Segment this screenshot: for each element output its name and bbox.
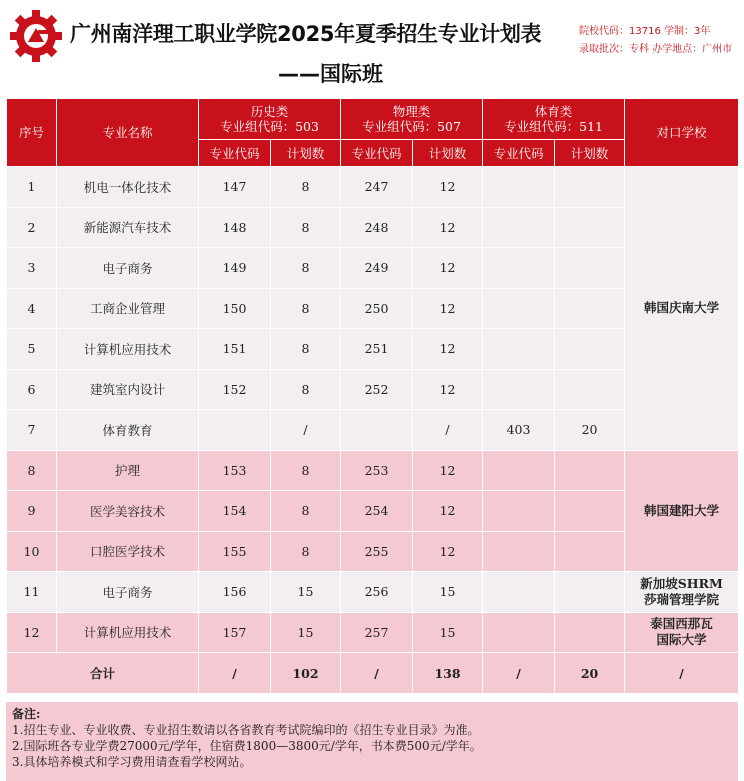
cell-plan: 12 [413, 531, 483, 572]
subheader-plan: 计划数 [271, 140, 341, 167]
cell-plan: 8 [271, 531, 341, 572]
total-code: / [483, 653, 555, 694]
cell-major: 口腔医学技术 [57, 531, 199, 572]
cell-code: 247 [341, 167, 413, 208]
cell-partner-school: 新加坡SHRM 莎瑞管理学院 [625, 572, 739, 613]
cell-code: 249 [341, 248, 413, 289]
table-row [7, 450, 739, 491]
cell-major: 机电一体化技术 [57, 167, 199, 208]
total-plan: 102 [271, 653, 341, 694]
header-seq: 序号 [7, 99, 57, 167]
cell-code [483, 491, 555, 532]
header-group-sports: 体育类 专业组代码：511 [483, 99, 625, 140]
cell-plan [555, 167, 625, 208]
cell-plan: 12 [413, 288, 483, 329]
page-header [0, 0, 744, 98]
cell-plan: 15 [413, 572, 483, 613]
cell-code: 253 [341, 450, 413, 491]
cell-code: 155 [199, 531, 271, 572]
page-subtitle: ——国际班 [278, 62, 383, 86]
cell-code [341, 410, 413, 451]
total-label: 合计 [7, 653, 199, 694]
cell-code [483, 248, 555, 289]
cell-seq: 1 [7, 167, 57, 208]
cell-major: 电子商务 [57, 248, 199, 289]
school-meta-line1: 院校代码：13716 学制：3年 [579, 26, 711, 37]
cell-code: 256 [341, 572, 413, 613]
cell-seq: 12 [7, 612, 57, 653]
cell-code [483, 612, 555, 653]
cell-code: 150 [199, 288, 271, 329]
cell-code [483, 369, 555, 410]
cell-code [483, 207, 555, 248]
notes-title: 备注: [12, 707, 41, 721]
total-row [7, 653, 739, 694]
cell-major: 电子商务 [57, 572, 199, 613]
note-item: 3.具体培养模式和学习费用请查看学校网站。 [12, 755, 252, 769]
header-major-name: 专业名称 [57, 99, 199, 167]
cell-plan: 12 [413, 207, 483, 248]
cell-code [483, 572, 555, 613]
header-group-history: 历史类 专业组代码：503 [199, 99, 341, 140]
cell-seq: 4 [7, 288, 57, 329]
cell-code [483, 450, 555, 491]
subheader-code: 专业代码 [341, 140, 413, 167]
table-row [7, 572, 739, 613]
cell-major: 护理 [57, 450, 199, 491]
cell-plan: 15 [413, 612, 483, 653]
cell-plan: 12 [413, 329, 483, 370]
cell-code [483, 167, 555, 208]
cell-plan: 8 [271, 167, 341, 208]
cell-code: 157 [199, 612, 271, 653]
cell-plan [555, 207, 625, 248]
cell-plan: 8 [271, 491, 341, 532]
cell-code: 148 [199, 207, 271, 248]
cell-seq: 6 [7, 369, 57, 410]
subheader-plan: 计划数 [555, 140, 625, 167]
cell-code: 250 [341, 288, 413, 329]
cell-plan: 12 [413, 369, 483, 410]
cell-seq: 11 [7, 572, 57, 613]
school-logo-icon [8, 8, 64, 64]
cell-code: 254 [341, 491, 413, 532]
cell-code: 252 [341, 369, 413, 410]
cell-code [483, 288, 555, 329]
cell-code: 149 [199, 248, 271, 289]
cell-code: 251 [341, 329, 413, 370]
cell-code: 255 [341, 531, 413, 572]
cell-seq: 9 [7, 491, 57, 532]
cell-code: 403 [483, 410, 555, 451]
note-item: 2.国际班各专业学费27000元/学年，住宿费1800—3800元/学年，书本费500元/学年。 [12, 739, 482, 753]
cell-plan: 8 [271, 450, 341, 491]
cell-seq: 5 [7, 329, 57, 370]
subheader-code: 专业代码 [199, 140, 271, 167]
cell-plan [555, 288, 625, 329]
cell-code: 152 [199, 369, 271, 410]
notes-section [6, 702, 738, 781]
table-row [7, 612, 739, 653]
cell-plan: 12 [413, 450, 483, 491]
cell-plan: 15 [271, 612, 341, 653]
cell-partner-school: 韩国建阳大学 [625, 450, 739, 572]
cell-plan: 8 [271, 369, 341, 410]
total-code: / [341, 653, 413, 694]
cell-plan: 12 [413, 167, 483, 208]
school-meta-line2: 录取批次：专科 办学地点：广州市 [579, 44, 733, 55]
cell-plan [555, 369, 625, 410]
total-code: / [199, 653, 271, 694]
cell-plan: 8 [271, 329, 341, 370]
cell-seq: 3 [7, 248, 57, 289]
enrollment-plan-table [6, 98, 739, 694]
cell-seq: 2 [7, 207, 57, 248]
cell-code: 154 [199, 491, 271, 532]
cell-seq: 10 [7, 531, 57, 572]
subheader-plan: 计划数 [413, 140, 483, 167]
total-plan: 138 [413, 653, 483, 694]
cell-plan [555, 612, 625, 653]
cell-plan: 12 [413, 491, 483, 532]
cell-plan: 20 [555, 410, 625, 451]
cell-major: 计算机应用技术 [57, 329, 199, 370]
cell-major: 工商企业管理 [57, 288, 199, 329]
cell-major: 体育教育 [57, 410, 199, 451]
total-school: / [625, 653, 739, 694]
cell-plan: / [413, 410, 483, 451]
header-group-physics: 物理类 专业组代码：507 [341, 99, 483, 140]
cell-plan: 15 [271, 572, 341, 613]
cell-plan: 12 [413, 248, 483, 289]
cell-code: 257 [341, 612, 413, 653]
subheader-code: 专业代码 [483, 140, 555, 167]
cell-seq: 7 [7, 410, 57, 451]
cell-plan: / [271, 410, 341, 451]
cell-plan: 8 [271, 248, 341, 289]
cell-plan [555, 329, 625, 370]
cell-code: 153 [199, 450, 271, 491]
header-partner-school: 对口学校 [625, 99, 739, 167]
cell-partner-school: 泰国西那瓦 国际大学 [625, 612, 739, 653]
cell-plan: 8 [271, 207, 341, 248]
cell-plan: 8 [271, 288, 341, 329]
page-title: 广州南洋理工职业学院2025年夏季招生专业计划表 [70, 22, 542, 46]
cell-code [483, 329, 555, 370]
cell-plan [555, 572, 625, 613]
cell-code [483, 531, 555, 572]
cell-code: 147 [199, 167, 271, 208]
note-item: 1.招生专业、专业收费、专业招生数请以各省教育考试院编印的《招生专业目录》为准。 [12, 723, 480, 737]
table-row [7, 167, 739, 208]
cell-plan [555, 491, 625, 532]
cell-code: 248 [341, 207, 413, 248]
total-plan: 20 [555, 653, 625, 694]
cell-plan [555, 450, 625, 491]
cell-major: 新能源汽车技术 [57, 207, 199, 248]
cell-code: 151 [199, 329, 271, 370]
cell-plan [555, 248, 625, 289]
cell-code [199, 410, 271, 451]
cell-major: 建筑室内设计 [57, 369, 199, 410]
cell-code: 156 [199, 572, 271, 613]
cell-major: 计算机应用技术 [57, 612, 199, 653]
cell-seq: 8 [7, 450, 57, 491]
cell-major: 医学美容技术 [57, 491, 199, 532]
cell-partner-school: 韩国庆南大学 [625, 167, 739, 451]
cell-plan [555, 531, 625, 572]
